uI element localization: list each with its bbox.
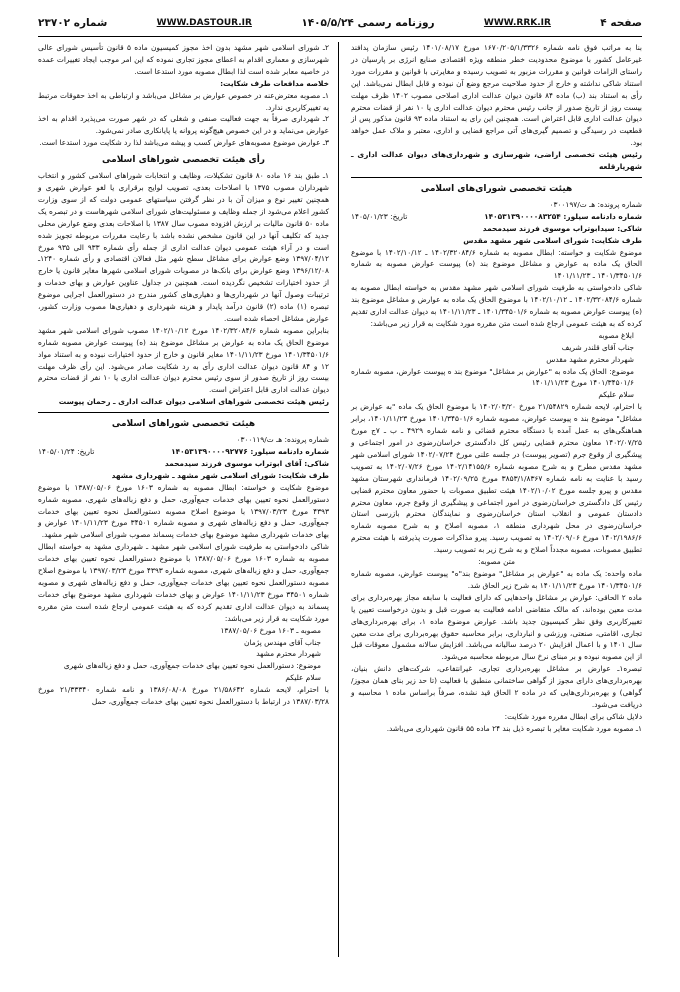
section-divider — [38, 412, 329, 413]
defendant: طرف شکایت: شورای اسلامی شهر مشهد مقدس — [463, 235, 642, 245]
column-divider — [338, 42, 339, 957]
site-link-rrk[interactable]: WWW.RRK.IR — [483, 18, 551, 28]
verdict-number: شماره دادنامه سیلور: ۱۴۰۵۳۱۳۹۰۰۰۰۸۳۲۵۴ — [484, 211, 642, 221]
letter-line: مصوبه ـ ۱۶۰۳ مورخ ۱۳۸۷/۰۵/۰۶ — [220, 625, 321, 635]
case-number: شماره پرونده: هـ ت/۰۳۰۰۱۹۷ — [549, 199, 642, 209]
resolution-note: تبصره۱ـ عوارض بر مشاغل بهره‌برداری تجاری، غیرانتفاعی، شرکت‌های دانش بنیان، بهره‌برداری‌های دارای مجوز از گواهی ساختمانی منطبق با فعالیت (تا حد زیر بنای همان مجوز/گواهی) و بهره‌برداری‌هایی که در ماده ۲ الحاق قید نشده، صرفاً براساس ماده ۱ محاسبه و دریافت می‌شود. — [351, 664, 642, 709]
complaint-subject: موضوع شکایت و خواسته: ابطال مصوبه به شماره ۱۴۰۲/۳۲۰۸۴/۶ ـ ۱۴۰۲/۱۰/۱۲ با موضوع الحاق یک ماده به عوارض و مشاغل موضوع بند (ه) پیوست عوارض مصوبه به شماره ۱۴۰۱/۳۴۵۰۱/۶ ـ ۱۴۰۱/۱۱/۲۳ — [351, 247, 642, 281]
section-title: هیئت تخصصی شوراهای اسلامی — [111, 419, 256, 430]
publication-date: روزنامه رسمی ۱۴۰۵/۵/۲۴ — [301, 17, 435, 29]
verdict-row — [38, 446, 329, 458]
letter-line: سلام علیکم — [285, 673, 321, 683]
defense-heading: خلاصه مدافعات طرف شکایت: — [220, 78, 329, 88]
section-title: هیئت تخصصی شورای‌های اسلامی — [420, 183, 573, 194]
plaintiff: شاکی: سیدابوتراب موسوی فرزند سیدمحمد — [482, 223, 642, 233]
page-header — [38, 10, 642, 37]
body-paragraph: با احترام، لایحه شماره ۲۱/۵۸۶۴۲ مورخ ۱۳۸۶/۰۸/۰۸ و نامه شماره ۲۱/۳۳۳۴۰ مورخ ۱۳۸۷/۰۳/۲۸ در ارتباط با دستورالعمل نحوه تعیین بهای خدمات جمع‌آوری، حمل — [38, 685, 329, 707]
page-number: صفحه ۴ — [600, 17, 642, 29]
letter-line: موضوع: دستورالعمل نحوه تعیین بهای خدمات جمع‌آوری، حمل و دفع زباله‌های شهری — [63, 661, 321, 671]
defense-item: ۳ـ عوارض موضوع مصوبه‌های عوارض کسب و پیشه می‌باشد لذا رد شکایت مورد استدعا است. — [39, 138, 329, 148]
resolution-heading: متن مصوبه: — [478, 557, 515, 567]
opinion-signature: رئیس هیئت تخصصی شوراهای اسلامی دیوان عدالت اداری ـ رحمان پیوست — [58, 397, 329, 407]
body-paragraph-b: با احترام، لایحه شماره ۲۱/۵۴۸۲۹ مورخ ۱۴۰۲/۰۳/۲۰ با موضوع الحاق یک ماده "به عوارض بر مشاغل" موضوع بند ه پیوست عوارض، مصوبه شماره ۱۴۰۱/۳۴۵۰۱/۶ مورخ ۱۴۰۱/۱۱/۲۳، برابر هماهنگی‌های به عمل آمده با دستگاه محترم قضائی و نامه شماره ۴۹۲۹ ـ ب ـ ۷ج مورخ ۱۴۰۲/۰۷/۲۵ معاون محترم قضایی رئیس کل دادگستری خراسان‌رضوی در امور اجتماعی و پیشگیری از وقوع جرم (تصویر پیوست) در جلسه علنی مورخ ۱۴۰۲/۰۷/۲۴ شورای اسلامی شهر مشهد مقدس مطرح و به شرح مصوبه شماره ۱۴۰۲/۱۴۱۵۵/۶ مورخ ۱۴۰۲/۰۷/۲۶ به تصویب رسید با عنایت به نامه شماره ۳۸۵۳/۱/۸۳۶۷ مورخ ۱۴۰۲/۰۹/۲۵ فرمانداری شهرستان مشهد مقدس و پیرو جلسه مورخ ۱۴۰۲/۱۰/۰۲ هیئت تطبیق مصوبات با حضور معاون محترم قضایی رئیس کل دادگستری خراسان‌رضوی در امور اجتماعی و پیشگیری از وقوع جرم، معاون محترم دادستان عمومی و انقلاب استان خراسان‌رضوی و نمایندگان محترم بازرسی استان خراسان‌رضوی در محل شهرداری منطقه ۱، مصوبه اصلاح و به شرح مصوبه شماره ۱۴۰۲/۱۹۸۶/۶ مورخ ۱۴۰۲/۰۹/۰۶ به تصویب رسید. پیرو مذاکرات صورت پذیرفته با هیئت محترم تطبیق مصوبات، مصوبه مجدداً اصلاح و به شرح زیر به تصویب رسید. — [351, 402, 643, 555]
opinion-paragraph: بنابراین مصوبه شماره ۱۴۰۲/۳۲۰۸۴/۶ مورخ ۱۴۰۲/۱۰/۱۲ مصوب شورای اسلامی شهر مشهد موضوع الحاق یک ماده به عوارض بر مشاغل موضوع بند (ه) پیوست عوارض مصوبه شماره ۱۴۰۱/۳۴۵۰۱/۶ مورخ ۱۴۰۱/۱۱/۲۳ مغایر قانون و خارج از حدود اختیارات نبوده و به استناد مواد ۱۲ و ۸۴ قانون دیوان عدالت اداری رأی به رد شکایت صادر می‌شود. این رأی ظرف مهلت بیست روز از تاریخ صدور از سوی رئیس محترم دیوان عدالت اداری یا ۱۰ نفر از قضات محترم دیوان عدالت اداری قابل اعتراض است. — [38, 325, 329, 395]
verdict-number: شماره دادنامه سیلور: ۱۴۰۵۳۱۳۹۰۰۰۰۹۲۷۷۶ — [171, 447, 329, 456]
body-paragraph-a: شاکی دادخواستی به طرفیت شورای اسلامی شهر مشهد مقدس به خواسته ابطال مصوبه به شماره ۱۴۰۲/۳۲۰۸۴/۶ ـ ۱۴۰۲/۱۰/۱۲ با موضوع الحاق یک ماده به عوارض و مشاغل موضوع بند (ه) پیوست عوارض مصوبه به شماره ۱۴۰۱/۳۴۵۰۱/۶ ـ ۱۴۰۱/۱۱/۲۳ به دیوان عدالت اداری تقدیم کرده که به هیئت عمومی ارجاع شده است متن مقرره مورد شکایت به قرار زیر می‌باشد: — [351, 283, 642, 328]
complaint-reason: ۱ـ مصوبه مورد شکایت مغایر با تبصره ذیل بند ۲۴ ماده ۵۵ قانون شهرداری می‌باشد. — [386, 723, 642, 733]
defendant: طرف شکایت: شورای اسلامی شهر مشهد ـ شهرداری مشهد — [111, 470, 329, 480]
letter-line: ابلاغ مصوبه — [598, 330, 634, 340]
right-column — [351, 42, 642, 735]
verdict-date: تاریخ: ۱۴۰۵/۰۱/۲۳ — [351, 211, 408, 221]
defense-item: ۱ـ مصوبه معترض‌عنه در خصوص عوارض بر مشاغل می‌باشد و ارتباطی به اخذ حقوقات مرتبط به تغییرکاربری ندارد. — [38, 90, 329, 112]
issue-number: شماره ۲۳۷۰۲ — [38, 17, 108, 29]
letter-line: شهردار محترم مشهد مقدس — [546, 354, 634, 364]
defense-item: ۲ـ شهرداری صرفاً به جهت فعالیت صنفی و شغلی که در شهر صورت می‌پذیرد اقدام به اخذ عوارض می‌نماید و در این خصوص هیچ‌گونه پروانه یا پایانکاری صادر نمی‌شود. — [38, 114, 329, 136]
letter-line: سلام علیکم — [598, 390, 634, 400]
letter-line: موضوع: الحاق یک ماده به "عوارض بر مشاغل" موضوع بند ه پیوست عوارض، مصوبه شماره ۱۴۰۱/۳۴۵۰۱/۶ مورخ ۱۴۰۱/۱۱/۲۳ — [351, 366, 634, 388]
site-link-dastour[interactable]: WWW.DASTOUR.IR — [156, 18, 252, 28]
intro-paragraph: بنا به مراتب فوق نامه شماره ۱۶۷۰/۲۰۵/۱/۳۳۲۶ مورخ ۱۴۰۱/۰۸/۱۷ رئیس سازمان پدافند غیرعامل کشور با موضوع محدودیت خطر منطقه ویژه اقتصادی صنایع انرژی بر پارسیان در راستای الزامات قوانین و مقررات مزبور به تصویب رسیده و مغایرتی با قوانین و مقررات مورد استناد شاکی نداشته و خارج از حدود صلاحیت مرجع وضع آن نبوده و قابل ابطال نمی‌باشد. این رأی به استناد بند (ب) ماده ۸۴ قانون دیوان عدالت اداری اصلاحی مصوب ۱۴۰۲ ظرف مهلت بیست روز از تاریخ صدور از جانب رئیس محترم دیوان عدالت اداری یا ۱۰ نفر از قضات محترم دیوان عدالت اداری قابل اعتراض است. همچنین این رای به استناد ماده ۹۳ قانون مذکور پس از قطعیت در رسیدگی و تصمیم گیری‌های آتی مراجع قضایی و اداری، معتبر و ملاک عمل خواهد بود. — [351, 43, 642, 148]
intro-signature: رئیس هیئت تخصصی اراضی، شهرسازی و شهرداری‌های دیوان عدالت اداری ـ شهریارقلعه — [351, 150, 642, 172]
opinion-paragraph: ۱ـ طبق بند ۱۶ ماده ۸۰ قانون تشکیلات، وظایف و انتخابات شوراهای اسلامی کشور و انتخاب شهرداران مصوب ۱۳۷۵ با اصلاحات بعدی، تصویب لوایح برقراری یا لغو عوارض شهری و همچنین تغییر نوع و میزان آن با در نظر گرفتن سیاستهای عمومی دولت که از سوی وزارت کشور اعلام می‌شود از جمله وظایف و مسئولیت‌های شورای اسلامی شهرهاست و در تبصره یک ماده ۵۰ قانون مالیات بر ارزش افزوده مصوب سال ۱۳۸۷ با اصلاحات بعدی وضع عوارض محلی جدید که تکلیف آنها در این قانون مشخص نشده باشد با رعایت مقررات مربوطه تجویز شده است و در آراء هیئت عمومی دیوان عدالت اداری از جمله رأی شماره ۹۳۳ الی ۹۳۵ مورخ ۱۳۹۷/۰۴/۱۲ وضع عوارض برای مشاغل سطح شهر مثل فعالان اقتصادی و رأی شماره ۱۲۴۰ـ ۱۳۹۶/۱۲/۰۸ وضع عوارض برای بانک‌ها در مصوبات شورای اسلامی شهرها مغایر قانون یا خارج از حدود اختیارات تشخیص نگردیده است. همچنین در جداول عناوین عوارض و بهای خدمات و ترتیبات وصول آنها در شهرداری‌ها و دهیاری‌های کشور مندرج در دستورالعمل اجرایی موضوع تبصره (۱) ماده (۲) قانون درآمد پایدار و هزینه شهرداری و دهیاری‌ها مصوب وزارت کشور، عوارض مشاغل احصاء شده است. — [38, 171, 330, 323]
complaint-reason: ۲ـ شورای اسلامی شهر مشهد بدون اخذ مجوز کمیسیون ماده ۵ قانون تأسیس شورای عالی شهرسازی و معماری اقدام به اعطای مجوز تجاری نموده که این امر موجب ایجاد تغییرات عمده در خاصیه معابر شده است لذا ابطال مصوبه مورد استدعا است. — [38, 43, 329, 76]
section-divider — [351, 177, 642, 178]
complaint-subject: موضوع شکایت و خواسته: ابطال مصوبه به شماره ۱۶۰۳ مورخ ۱۳۸۷/۰۵/۰۶ با موضوع دستورالعمل نحوه تعیین بهای خدمات جمع‌آوری، حمل و دفع زباله‌های شهری، مصوبه شماره ۴۳۹۳ مورخ ۱۳۹۷/۰۳/۲۳ با موضوع اصلاح مصوبه دستورالعمل نحوه تعیین بهای خدمات جمع‌آوری، حمل و دفع زباله‌های شهری و مصوبه شماره ۳۴۵۰۱ مورخ ۱۴۰۱/۱۱/۲۳ عوارض و بهای خدمات شهرداری مشهد موضوع بهای خدمات پسماند مصوب شورای اسلامی شهر مشهد. — [38, 482, 329, 540]
letter-line: جناب آقای قلندر شریف — [561, 342, 634, 352]
letter-line: شهردار محترم مشهد — [256, 649, 321, 659]
verdict-row — [351, 211, 642, 223]
body-paragraph: شاکی دادخواستی به طرفیت شورای اسلامی شهر مشهد ـ شهرداری مشهد به خواسته ابطال مصوبه به شماره ۱۶۰۳ مورخ ۱۳۸۷/۰۵/۰۶ با موضوع دستورالعمل نحوه تعیین بهای خدمات جمع‌آوری، حمل و دفع زباله‌های شهری، مصوبه شماره ۴۳۹۳ مورخ ۱۳۹۷/۰۳/۲۳ با موضوع اصلاح مصوبه دستورالعمل نحوه تعیین بهای خدمات جمع‌آوری، حمل و دفع زباله‌های شهری و مصوبه شماره ۳۴۵۰۱ مورخ ۱۴۰۱/۱۱/۲۳ عوارض و بهای خدمات شهرداری مشهد موضوع بهای خدمات پسماند به دیوان عدالت اداری تقدیم کرده که به هیئت عمومی ارجاع شده است متن مقرره مورد شکایت به قرار زیر می‌باشد: — [38, 542, 329, 623]
resolution-article: ماده واحده: یک ماده به "عوارض بر مشاغل" موضوع بند"ه" پیوست عوارض، مصوبه شماره ۱۴۰۱/۳۴۵۰۱/۶ مورخ ۱۴۰۱/۱۱/۲۳ به شرح زیر الحاق شد. — [351, 568, 642, 590]
letter-line: جناب آقای مهندس پژمان — [244, 637, 321, 647]
case-number: شماره پرونده: هـ ت/۰۳۰۰۱۱۹ — [236, 435, 329, 445]
opinion-title: رأی هیئت تخصصی شوراهای اسلامی — [102, 155, 265, 166]
left-column — [38, 42, 329, 708]
verdict-date: تاریخ: ۱۴۰۵/۰۱/۲۴ — [38, 447, 95, 456]
complaint-reasons-heading: دلایل شاکی برای ابطال مقرره مورد شکایت: — [504, 711, 642, 721]
plaintiff: شاکی: آقای ابوتراب موسوی فرزند سیدمحمد — [164, 458, 329, 468]
resolution-article-2: ماده ۲ الحاقی: عوارض بر مشاغل واحدهایی که دارای فعالیت با سابقه مجاز بهره‌برداری برای مدت معین بوده‌اند، که مالک متقاضی ادامه فعالیت به صورت قبل و بدون درخواست تعیین یا تغییرکاربری وفق نظر کمیسیون جدید باشد. عوارض موضوع ماده ۱، برای بهره‌برداری‌های تجاری، اقامتی، صنعتی، ورزشی و انبارداری، برابر محاسبه حقوق بهره‌برداری برای مدت معین سال ۱۴۰۱ و با اعمال افزایش ۲۰ درصد سالیانه می‌باشد. افزایش سالانه مشمول معوقات قبل از این مصوبه نبوده و بر مبنای نرخ سال مربوطه محاسبه می‌شود. — [351, 592, 643, 662]
